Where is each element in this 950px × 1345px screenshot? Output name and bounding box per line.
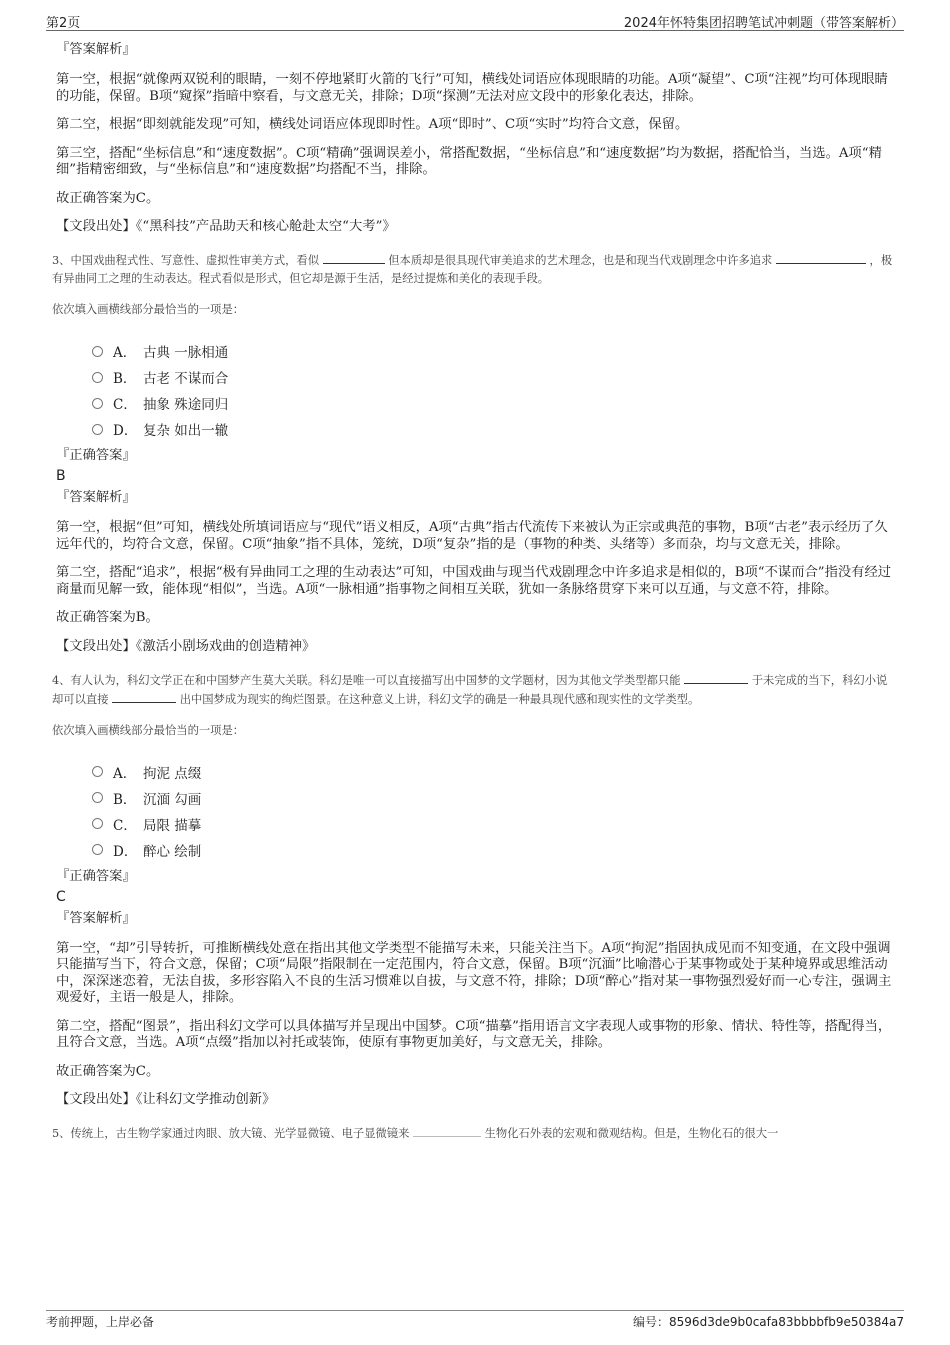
stem-text: 生物化石外表的宏观和微观结构。但是，生物化石的很大一 — [484, 1127, 779, 1140]
analysis-paragraph: 第一空，“却”引导转折，可推断横线处意在指出其他文学类型不能描写未来，只能关注当下。A项“拘泥”指固执成见而不知变通，在文段中强调只能描写当下，符合文意，保留；C项“局限”指限制在一定范围内，符合文意，保留。B项“沉湎”比喻潜心于某事物或处于某种境界或思维活动中，深深迷恋着，无法自拔，多形容陷入不良的生活习惯难以自拔，与文意不符，排除；D项“醉心”指对某一事物强烈爱好而一心专注，强调主观爱好，主语一般是人，排除。 — [56, 940, 892, 1005]
answer-label: 『正确答案』 — [56, 448, 136, 463]
question-prompt: 依次填入画横线部分最恰当的一项是： — [52, 303, 245, 316]
radio-icon[interactable] — [92, 844, 103, 855]
fill-blank — [776, 251, 866, 264]
option-text: 醉心 绘制 — [143, 843, 202, 860]
stem-text: 3、中国戏曲程式性、写意性、虚拟性审美方式，看似 — [52, 254, 320, 267]
option-d[interactable] — [92, 416, 896, 442]
option-key: A． — [113, 345, 137, 361]
radio-icon[interactable] — [92, 372, 103, 383]
fill-blank — [112, 690, 176, 703]
page-number: 第2页 — [46, 16, 81, 31]
option-key: C． — [113, 817, 137, 834]
option-c[interactable] — [92, 390, 896, 416]
fill-blank — [684, 671, 748, 684]
radio-icon[interactable] — [92, 792, 103, 803]
analysis-paragraph: 第三空，搭配“坐标信息”和“速度数据”。C项“精确”强调误差小，常搭配数据，“坐标信息”和“速度数据”均为数据，搭配恰当，当选。A项“精细”指精密细致，与“坐标信息”和“速度数据”均搭配不当，排除。 — [56, 145, 882, 177]
analysis-paragraph: 第一空，根据“就像两双锐利的眼睛，一刻不停地紧盯火箭的飞行”可知，横线处词语应体现眼睛的功能。A项“凝望”、C项“注视”均可体现眼睛的功能，保留。B项“窥探”指暗中察看，与文意无关，排除；D项“探测”无法对应文段中的形象化表达，排除。 — [56, 72, 888, 104]
analysis-paragraph: 第二空，搭配“图景”，指出科幻文学可以具体描写并呈现出中国梦。C项“描摹”指用语言文字表现人或事物的形象、情状、特性等，搭配得当，且符合文意，当选。A项“点缀”指加以衬托或装饰，使原有事物更加美好，与文意无关，排除。 — [56, 1018, 892, 1050]
option-text: 古典 一脉相通 — [143, 345, 229, 361]
option-text: 沉湎 勾画 — [143, 791, 202, 808]
radio-icon[interactable] — [92, 346, 103, 357]
option-key: B． — [113, 371, 137, 387]
page-content — [52, 42, 896, 1157]
stem-text: 4、有人认为，科幻文学正在和中国梦产生莫大关联。科幻是唯一可以直接描写出中国梦的文学题材，因为其他文学类型都只能 — [52, 673, 681, 687]
stem-text: 出中国梦成为现实的绚烂图景。在这种意义上讲，科幻文学的确是一种最具现代感和现实性的文学类型。 — [179, 692, 700, 706]
option-text: 古老 不谋而合 — [143, 371, 229, 387]
stem-text: 于未完成的当下，科幻小说却可以直接 — [52, 673, 888, 706]
option-key: B． — [113, 791, 137, 808]
conclusion: 故正确答案为C。 — [56, 190, 160, 206]
conclusion: 故正确答案为C。 — [56, 1063, 160, 1079]
radio-icon[interactable] — [92, 818, 103, 829]
correct-answer: C — [56, 888, 66, 905]
page-footer — [46, 1310, 904, 1327]
option-b[interactable] — [92, 785, 896, 811]
radio-icon[interactable] — [92, 424, 103, 435]
option-list — [92, 759, 896, 863]
radio-icon[interactable] — [92, 766, 103, 777]
correct-answer: B — [56, 468, 66, 484]
page-header — [46, 10, 904, 31]
question-prompt: 依次填入画横线部分最恰当的一项是： — [52, 723, 245, 737]
option-a[interactable] — [92, 338, 896, 364]
analysis-label: 『答案解析』 — [56, 910, 136, 926]
option-b[interactable] — [92, 364, 896, 390]
analysis-paragraph: 第二空，搭配“追求”，根据“极有异曲同工之理的生动表达”可知，中国戏曲与现当代戏剧理念中许多追求是相似的，B项“不谋而合”指没有经过商量而见解一致，能体现“相似”，当选。A项“一脉相通”指事物之间相互关联，犹如一条脉络贯穿下来可以互通，与文意不符，排除。 — [56, 565, 892, 597]
analysis-label: 『答案解析』 — [56, 490, 136, 505]
option-key: A． — [113, 765, 137, 782]
analysis-label: 『答案解析』 — [56, 42, 136, 57]
radio-icon[interactable] — [92, 398, 103, 409]
source-citation: 【文段出处】《让科幻文学推动创新》 — [56, 1092, 276, 1107]
option-key: D． — [113, 423, 138, 439]
answer-label: 『正确答案』 — [56, 868, 136, 884]
footer-slogan: 考前押题，上岸必备 — [46, 1315, 155, 1329]
stem-text: 5、传统上，古生物学家通过肉眼、放大镜、光学显微镜、电子显微镜来 — [52, 1127, 410, 1140]
document-id: 编号：8596d3de9b0cafa83bbbbfb9e50384a7 — [633, 1315, 904, 1329]
option-c[interactable] — [92, 811, 896, 837]
option-text: 抽象 殊途同归 — [143, 397, 229, 413]
document-title: 2024年怀特集团招聘笔试冲刺题（带答案解析） — [623, 16, 904, 31]
question-stem — [52, 251, 896, 288]
fill-blank — [323, 251, 385, 264]
source-citation: 【文段出处】《激活小剧场戏曲的创造精神》 — [56, 638, 316, 654]
question-stem — [52, 671, 896, 709]
option-text: 复杂 如出一辙 — [143, 423, 229, 439]
analysis-paragraph: 第一空，根据“但”可知，横线处所填词语应与“现代”语义相反，A项“古典”指古代流传下来被认为正宗或典范的事物，B项“古老”表示经历了久远年代的，均符合文意，保留。C项“抽象”指不具体，笼统，D项“复杂”指的是（事物的种类、头绪等）多而杂，均与文意无关，排除。 — [56, 520, 888, 552]
source-citation: 【文段出处】《“黑科技”产品助天和核心舱赴太空“大考”》 — [56, 219, 396, 234]
option-list — [92, 338, 896, 442]
option-text: 拘泥 点缀 — [143, 765, 202, 782]
stem-text: ，极有异曲同工之理的生动表达。程式看似是形式，但它却是源于生活，是经过提炼和美化的表现手段。 — [52, 254, 893, 285]
analysis-paragraph: 第二空，根据“即刻就能发现”可知，横线处词语应体现即时性。A项“即时”、C项“实时”均符合文意，保留。 — [56, 117, 689, 132]
fill-blank — [413, 1124, 481, 1137]
question-stem — [52, 1124, 896, 1143]
option-a[interactable] — [92, 759, 896, 785]
option-text: 局限 描摹 — [143, 817, 202, 834]
conclusion: 故正确答案为B。 — [56, 610, 159, 625]
option-key: D． — [113, 843, 138, 860]
option-key: C． — [113, 397, 137, 413]
stem-text: 但本质却是很具现代审美追求的艺术理念，也是和现当代戏剧理念中许多追求 — [388, 254, 773, 267]
option-d[interactable] — [92, 837, 896, 863]
